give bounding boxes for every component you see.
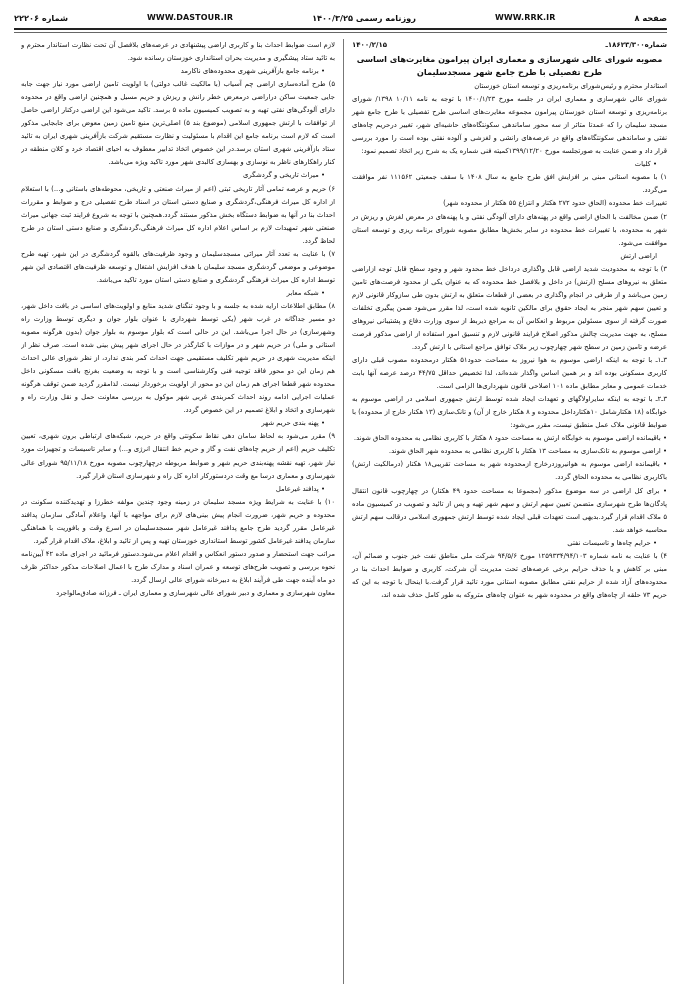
header-rule	[14, 30, 667, 33]
left-column	[21, 39, 344, 984]
paragraph: ۳ـ۱ـ با توجه به اینکه اراضی موسوم به هوا نیروز به مساحت حدود۵۱ هکتار درمحدوده مصوب قبلی دارای کاربری مسکونی بوده اند و بر همین اساس واگذار شده‌اند، لذا تخصیص حداقل ۴۴/۷۵ درصد عرصه آنها بابت خدمات عمومی و معابر مطابق ماده ۱۰۱ اصلاحی قانون شهرداری‌ها الزامی است.	[352, 356, 667, 391]
document-meta	[352, 39, 667, 52]
section-heading: • برنامه جامع بازآفرینی شهری محدوده‌های ناکارمد	[180, 67, 325, 76]
reference-number: شماره۱۸۶۲۳/۳۰۰ـ	[605, 41, 667, 49]
paragraph: ۵) طرح آماده‌سازی اراضی چم آسیاب (با مالکیت غالب دولتی) با اولویت تامین اراضی مورد نیاز جهت جابه جایی جمعیت ساکن دراراضی درمعرض خطر رانش و ریزش و حریم مسیل و همچنین اراضی واقع در محدوده دارای آلودگی‌های نفتی تهیه و به تصویب کمیسیون ماده ۵ برسد. تاکید می‌شود این اراضی درکنار اراضی حاصل از توافقات با ارتش جمهوری اسلامی (موضوع بند ۵) اصلی‌ترین منبع تامین زمین معوض برای جابجایی مذکور است که لازم است برنامه جامع این اقدام با مسئولیت و نظارت مستقیم شرکت بازآفرینی شهری ایران به تائید ستاد بازآفرینی شهری استان برسد.در این خصوص اتخاذ تدابیر معطوف به احیای اقتصاد خرد و کلان منطقه در کنار راهکارهای ناظر به نوسازی و بهسازی کالبدی شهر مورد تاکید ویژه می‌باشد.	[21, 80, 336, 167]
paragraph: ۲) ضمن مخالفت با الحاق اراضی واقع در پهنه‌های دارای آلودگی نفتی و یا پهنه‌های در معرض لغزش و ریزش در شهر به محدوده، با تغییرات خط محدوده در سایر بخش‌ها مطابق مصوبه شورای برنامه ریزی و توسعه استان موافقت می‌شود.	[352, 212, 667, 247]
paragraph: مراتب جهت استحضار و صدور دستور انعکاس و اقدام اعلام می‌شود.دستور فرمائید در اجرای ماده ۴۲ آیین‌نامه نحوه بررسی و تصویب طرح‌های توسعه و عمران اسناد و مدارک طرح با اعمال اصلاحات مذکور حداکثر ظرف دو ماه آینده جهت طی فرآیند ابلاغ به دبیرخانه شورای عالی ارسال گردد.	[21, 549, 335, 584]
article-title	[352, 53, 667, 79]
page-header	[14, 10, 667, 30]
section-heading: اراضی ارتش	[620, 251, 657, 260]
site-link-rrk[interactable]: WWW.RRK.IR	[494, 13, 556, 22]
paragraph: تغییرات خط محدوده (الحاق حدود ۲۷۲ هکتار و انتزاع ۵۵ هکتار از محدوده شهر)	[443, 199, 667, 208]
paragraph: ۸) مطابق اطلاعات ارایه شده به جلسه و با وجود تنگنای شدید منابع و اولویت‌های اساسی در بافت داخل شهر، دو مسیر جداگانه در غرب شهر (یکی توسط شهرداری با عنوان بلوار جوان و دیگری توسط وزارت راه وشهرسازی) در حال اجرا می‌باشد. این در حالی است که بلوار موسوم به بلوار جوان (بدون هرگونه مصوبه استانی و ملی) در حریم شهر و در موازات با کنارگذر در حال اجرای شهر پیش بینی شده است. صرف نظر از اینکه مدیریت شهری در حریم شهر تکلیف مستقیمی جهت احداث کمر بندی ندارد، از نظر شورای عالی احداث هم زمان این دو محور فاقد توجیه فنی وکارشناسی است و با توجه به وضعیت بغرنج بافت مسکونی داخل محدوده شهر قطعا اجرای هم زمان این دو محور از اولویت برخوردار نیست. لذامقرر گردید ضمن توقف هرگونه عملیات اجرایی ادامه روند احداث کمربندی غربی شهر موکول به بررسی معاونت حمل و نقل وزارت راه و شهرسازی و اتخاذ و ابلاغ تصمیم در این خصوص گردد.	[21, 301, 335, 415]
article-title-line-1: مصوبه شورای عالی شهرسازی و معماری ایران پیرامون مغایرت‌های اساسی	[356, 54, 663, 65]
list-item: • برای کل اراضی در سه موضوع مذکور (مجموعا به مساحت حدود ۴۹ هکتار) در چهارچوب قانون انتقال پادگان‌ها طرح شهرسازی متضمن تعیین سهم ارتش و سهم شهر تهیه و پس از تائید و تصویب در کمیسیون ماده ۵ ملاک اقدام قرار گیرد.بدیهی است تعهدات قبلی ایجاد شده توسط ارتش جمهوری اسلامی درقالب سهم ارتش محاسبه خواهد شد.	[352, 486, 667, 534]
signature: معاون شهرسازی و معماری و دبیر شورای عالی شهرسازی و معماری ایران ـ فرزانه صادق‌مالواجرد	[56, 588, 335, 597]
list-item: • باقیمانده اراضی موسوم به هوانیروزدرخارج ازمحدوده شهر به مساحت تقریبی۱۸ هکتار (درمالکیت ارتش) باکاربری نظامی به محدوده الحاق گردد.	[352, 460, 667, 482]
paragraph: شورای عالی شهرسازی و معماری ایران در جلسه مورخ ۱۴۰۰/۱/۲۳ با توجه به نامه ۱۰/۱۱ ۱۳۹۸/ شورای برنامه‌ریزی و توسعه استان خوزستان پیرامون مجموعه مغایرت‌های اساسی طرح تفصیلی با طرح جامع شهر مسجد سلیمان را که عمدتا متاثر از سه محور ساماندهی سکونتگاه‌های حاشیه‌ای شهر، تغییر درحریم چاه‌های نفتی و ساماندهی سکونتگاه‌های واقع در عرصه‌های رانشی و لغزشی و آلوده نفتی بوده است را مورد بررسی قرار داد و ضمن عنایت به صورتجلسه مورخ ۱۳۹۹/۱۲/۲۰کمیته فنی شماره یک به شرح زیر اتخاذ تصمیم نمود:	[352, 95, 667, 156]
section-heading: • کلیات	[634, 160, 657, 169]
paragraph: ۴) با عنایت به نامه شماره ۱۲۵۹۳۳۴/۹۴/۱۰۳ مورخ ۹۴/۵/۶ شرکت ملی مناطق نفت خیز جنوب و ضمائم آن، مبنی بر کاهش و یا حذف حرایم برخی عرصه‌های تحت مدیریت آن شرکت، کاربری و ضوابط احداث بنا در محدوده‌های آزاد شده از حرایم نفتی مطابق مصوبه استانی مورد تائید قرار گرفت.با اینحال با توجه به این که حریم ۷۳ حلقه از چاه‌های واقع در محدوده شهر به عنوان چاه‌های متروکه به طور کامل حذف شده اند،	[352, 551, 667, 599]
reference-date: ۱۴۰۰/۲/۱۵	[352, 41, 388, 49]
section-heading: • پهنه بندی حریم شهر	[261, 419, 325, 428]
paragraph: لازم است ضوابط احداث بنا و کاربری اراضی پیشنهادی در عرصه‌های بلافصل آن تحت نظارت استاندار محترم و به تائید ستاد پیشگیری و مدیریت بحران استانداری خوزستان رسانده شود.	[21, 41, 335, 63]
issue-number: شماره ۲۲۲۰۶	[14, 12, 69, 23]
paragraph: استاندار محترم و رئیس‌شورای برنامه‌ریزی و توسعه استان خوزستان	[474, 82, 667, 91]
section-heading: • پدافند غیرعامل	[275, 484, 325, 493]
newspaper-date: روزنامه رسمی ۱۴۰۰/۳/۲۵	[312, 12, 416, 23]
paragraph: ۱۰) با عنایت به شرایط ویژه مسجد سلیمان در زمینه وجود چندین مولفه خطرزا و تهدیدکننده سکونت در محدوده و حریم شهر، ضرورت انجام پیش بینی‌های لازم برای مواجهه با آنها، واعلام آمادگی سازمان پدافند غیرعامل مقرر گردید طرح جامع پدافند غیرعامل شهر مسجدسلیمان در اسرع وقت و بافوریت با هماهنگی سازمان پدافند غیرعامل کشور توسط استانداری خوزستان تهیه و پس از تائید و ابلاغ، ملاک اقدام قرار گیرد.	[21, 497, 335, 545]
right-column	[344, 39, 667, 984]
paragraph: ۳) با توجه به محدودیت شدید اراضی قابل واگذاری درداخل خط محدود شهر و وجود سطح قابل توجه ازاراضی متعلق به نیروهای مسلح (ارتش) در داخل و بلافصل خط محدوده که به عنوان یکی از محدود فرصت‌های تامین زمین می‌باشد و از طرفی در انجام واگذاری در بعضی از قطعات متعلق به ارتش بدون طی سازوکار قانونی لازم و تعیین سهم شهر منجر به ایجاد حقوق برای مالکین ثانویه شده است، لذا مقرر می‌شود ضمن پیگیری تخلفات صورت گرفته از سوی مسئولین مربوط و انعکاس آن به مراجع ذیربط از سوی وزارت دفاع و پشتیبانی نیروهای مسلح، به جهت مدیریت چالش مذکور اصلاح فرایند قانونی لازم و تنسیق امور استفاده از اراضی مذکور فرصت عرضه و تامین زمین در سطح شهر چهارچوب زیر ملاک توافق مراجع استانی با ارتش گردد.	[352, 264, 667, 351]
section-heading: • شبکه معابر	[286, 288, 325, 297]
paragraph: ۹) مقرر می‌شود به لحاظ سامان دهی نقاط سکونتی واقع در حریم، شبکه‌های ارتباطی برون شهری، تعیین تکلیف حریم (اعم از حریم چاه‌های نفت و گاز و حریم خط انتقال انرژی و...) و سایر تاسیسات و تجهیزات مورد نیاز شهر، تهیه نقشه پهنه‌بندی حریم شهر و ضوابط مربوطه درچهارچوب مصوبه مورخ ۹۵/۱۱/۱۸ شورای عالی شهرسازی و معماری درسا مع وقت دردستورکار اداره کل راه و شهرسازی استان قرار گیرد.	[21, 432, 335, 480]
content-columns	[14, 39, 667, 984]
paragraph: ۶) حریم و عرصه تمامی آثار تاریخی ثبتی (اعم از میراث صنعتی و تاریخی، محوطه‌های باستانی و...) با استعلام از اداره کل میراث فرهنگی،گردشگری و صنایع دستی استان در اسناد طرح تفصیلی درج و ضوابط و مقررات احداث بنا در آنها به ضوابط دستگاه بخش مذکور مستند گردد.همچنین با توجه به شروع فرایند ثبت جهانی میراث صنعتی شهر تمهیدات لازم بر اساس اعلام اداره کل میراث فرهنگی،گردشگری و صنایع دستی استان در طرح لحاظ گردد.	[21, 184, 335, 245]
site-link-dastour[interactable]: WWW.DASTOUR.IR	[147, 13, 234, 22]
article-title-line-2: طرح تفصیلی با طرح جامع شهر مسجدسلیمان	[416, 67, 603, 78]
paragraph: ۳ـ۲ـ با توجه به اینکه سایراولاگهای و تعهدات ایجاد شده توسط ارتش جمهوری اسلامی در اراضی موسوم به خوابگاه (۱۸ هکتارشامل ۱۰هکتارداخل محدوده و ۸ هکتار خارج از آن) و تانک‌سازی (۱۳ هکتار خارج از محدوده) با ضوابط قانونی ملاک عمل منطبق نیست، مقرر می‌شود:	[352, 395, 667, 430]
page-number: صفحه ۸	[634, 12, 667, 23]
paragraph: ۱) با مصوبه استانی مبنی بر افزایش افق طرح جامع به سال ۱۴۰۸ با سقف جمعیتی ۱۱۱۵۶۲ نفر موافقت می‌گردد.	[352, 173, 667, 195]
section-heading: • میراث تاریخی و گردشگری	[243, 171, 325, 180]
list-item: • باقیمانده اراضی موسوم به خوابگاه ارتش به مساحت حدود ۸ هکتار با کاربری نظامی به محدوده الحاق شوند.	[353, 434, 667, 443]
section-heading: • حرایم چاه‌ها و تاسیسات نفتی	[567, 538, 657, 547]
list-item: • اراضی موسوم به تانک‌سازی به مساحت ۱۳ هکتار با کاربری نظامی به محدوده شهر الحاق شوند.	[388, 447, 667, 456]
paragraph: ۷) با عنایت به تعدد آثار میراثی مسجدسلیمان و وجود ظرفیت‌های بالقوه گردشگری در این شهر، تهیه طرح موضوعی و موضعی گردشگری مسجد سلیمان با هدف افزایش اشتغال و توسعه ظرفیت‌های اقتصادی این شهر توسط اداره کل میراث فرهنگی گردشگری و صنایع دستی استان مورد تاکید می‌باشد.	[21, 249, 335, 284]
